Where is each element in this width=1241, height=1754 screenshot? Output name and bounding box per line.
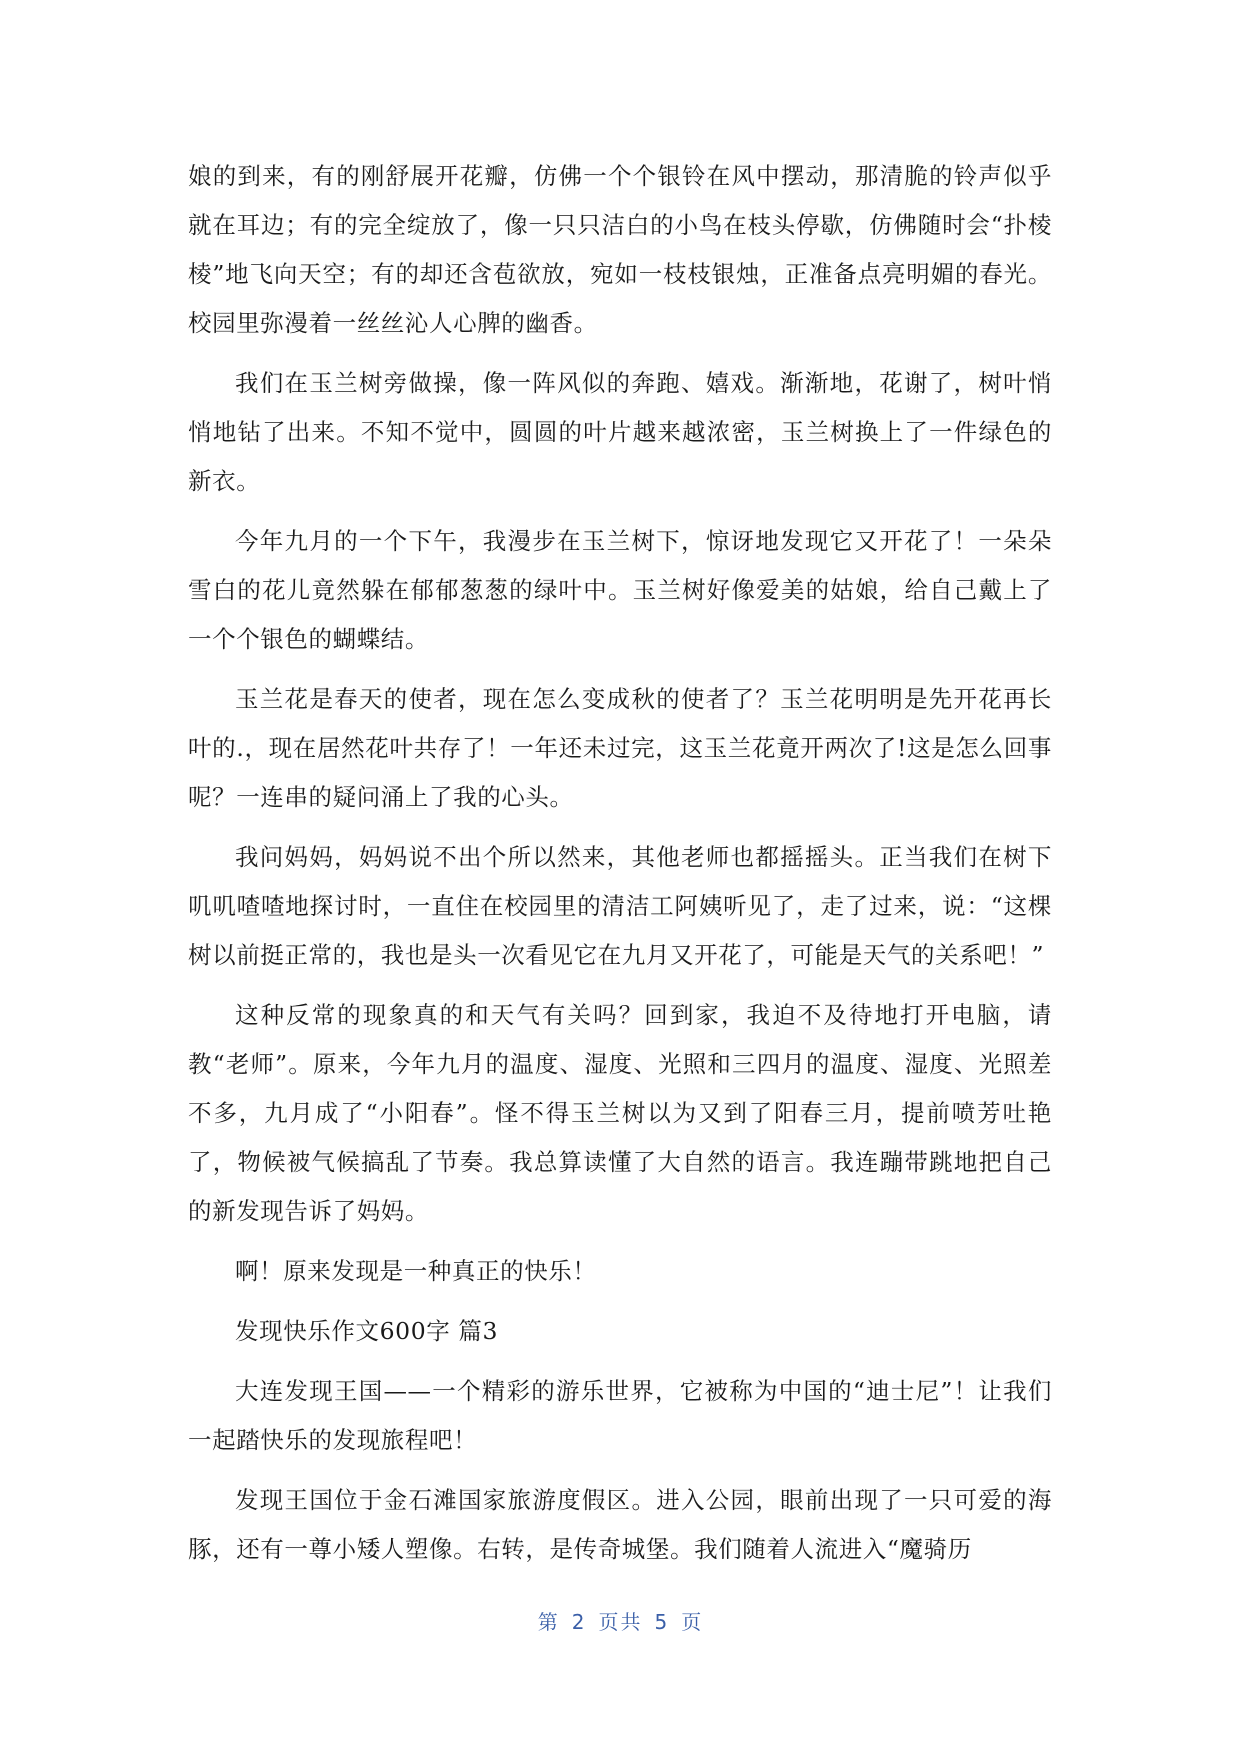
footer-mid: 页共 bbox=[598, 1610, 643, 1634]
paragraph-2: 我们在玉兰树旁做操，像一阵风似的奔跑、嬉戏。渐渐地，花谢了，树叶悄悄地钻了出来。不知不觉中，圆圆的叶片越来越浓密，玉兰树换上了一件绿色的新衣。 bbox=[188, 369, 1052, 495]
paragraph-3: 今年九月的一个下午，我漫步在玉兰树下，惊讶地发现它又开花了！一朵朵雪白的花儿竟然躲在郁郁葱葱的绿叶中。玉兰树好像爱美的姑娘，给自己戴上了一个个银色的蝴蝶结。 bbox=[188, 527, 1052, 653]
footer-suffix: 页 bbox=[681, 1610, 704, 1634]
paragraph-9: 发现王国位于金石滩国家旅游度假区。进入公园，眼前出现了一只可爱的海豚，还有一尊小矮人塑像。右转，是传奇城堡。我们随着人流进入“魔骑历 bbox=[188, 1486, 1052, 1563]
paragraph-5: 我问妈妈，妈妈说不出个所以然来，其他老师也都摇摇头。正当我们在树下叽叽喳喳地探讨时，一直住在校园里的清洁工阿姨听见了，走了过来，说：“这棵树以前挺正常的，我也是头一次看见它在九月又开花了，可能是天气的关系吧！” bbox=[188, 843, 1052, 969]
paragraph-6: 这种反常的现象真的和天气有关吗？回到家，我迫不及待地打开电脑，请教“老师”。原来，今年九月的温度、湿度、光照和三四月的温度、湿度、光照差不多，九月成了“小阳春”。怪不得玉兰树以为又到了阳春三月，提前喷芳吐艳了，物候被气候搞乱了节奏。我总算读懂了大自然的语言。我连蹦带跳地把自己的新发现告诉了妈妈。 bbox=[188, 1001, 1052, 1225]
footer-total-pages: 5 bbox=[654, 1610, 670, 1634]
page-footer bbox=[0, 1606, 1241, 1635]
footer-current-page: 2 bbox=[571, 1610, 587, 1634]
paragraph-4: 玉兰花是春天的使者，现在怎么变成秋的使者了？玉兰花明明是先开花再长叶的.，现在居然花叶共存了！一年还未过完，这玉兰花竟开两次了!这是怎么回事呢？一连串的疑问涌上了我的心头。 bbox=[188, 685, 1052, 811]
document-body bbox=[188, 152, 1052, 1585]
paragraph-7: 啊！原来发现是一种真正的快乐！ bbox=[235, 1257, 597, 1285]
section-heading: 发现快乐作文600字 篇3 bbox=[235, 1317, 499, 1345]
paragraph-8: 大连发现王国——一个精彩的游乐世界，它被称为中国的“迪士尼”！让我们一起踏快乐的发现旅程吧！ bbox=[188, 1377, 1052, 1454]
footer-prefix: 第 bbox=[537, 1610, 560, 1634]
paragraph-1: 娘的到来，有的刚舒展开花瓣，仿佛一个个银铃在风中摆动，那清脆的铃声似乎就在耳边；有的完全绽放了，像一只只洁白的小鸟在枝头停歇，仿佛随时会“扑棱棱”地飞向天空；有的却还含苞欲放，宛如一枝枝银烛，正准备点亮明媚的春光。校园里弥漫着一丝丝沁人心脾的幽香。 bbox=[188, 162, 1052, 337]
